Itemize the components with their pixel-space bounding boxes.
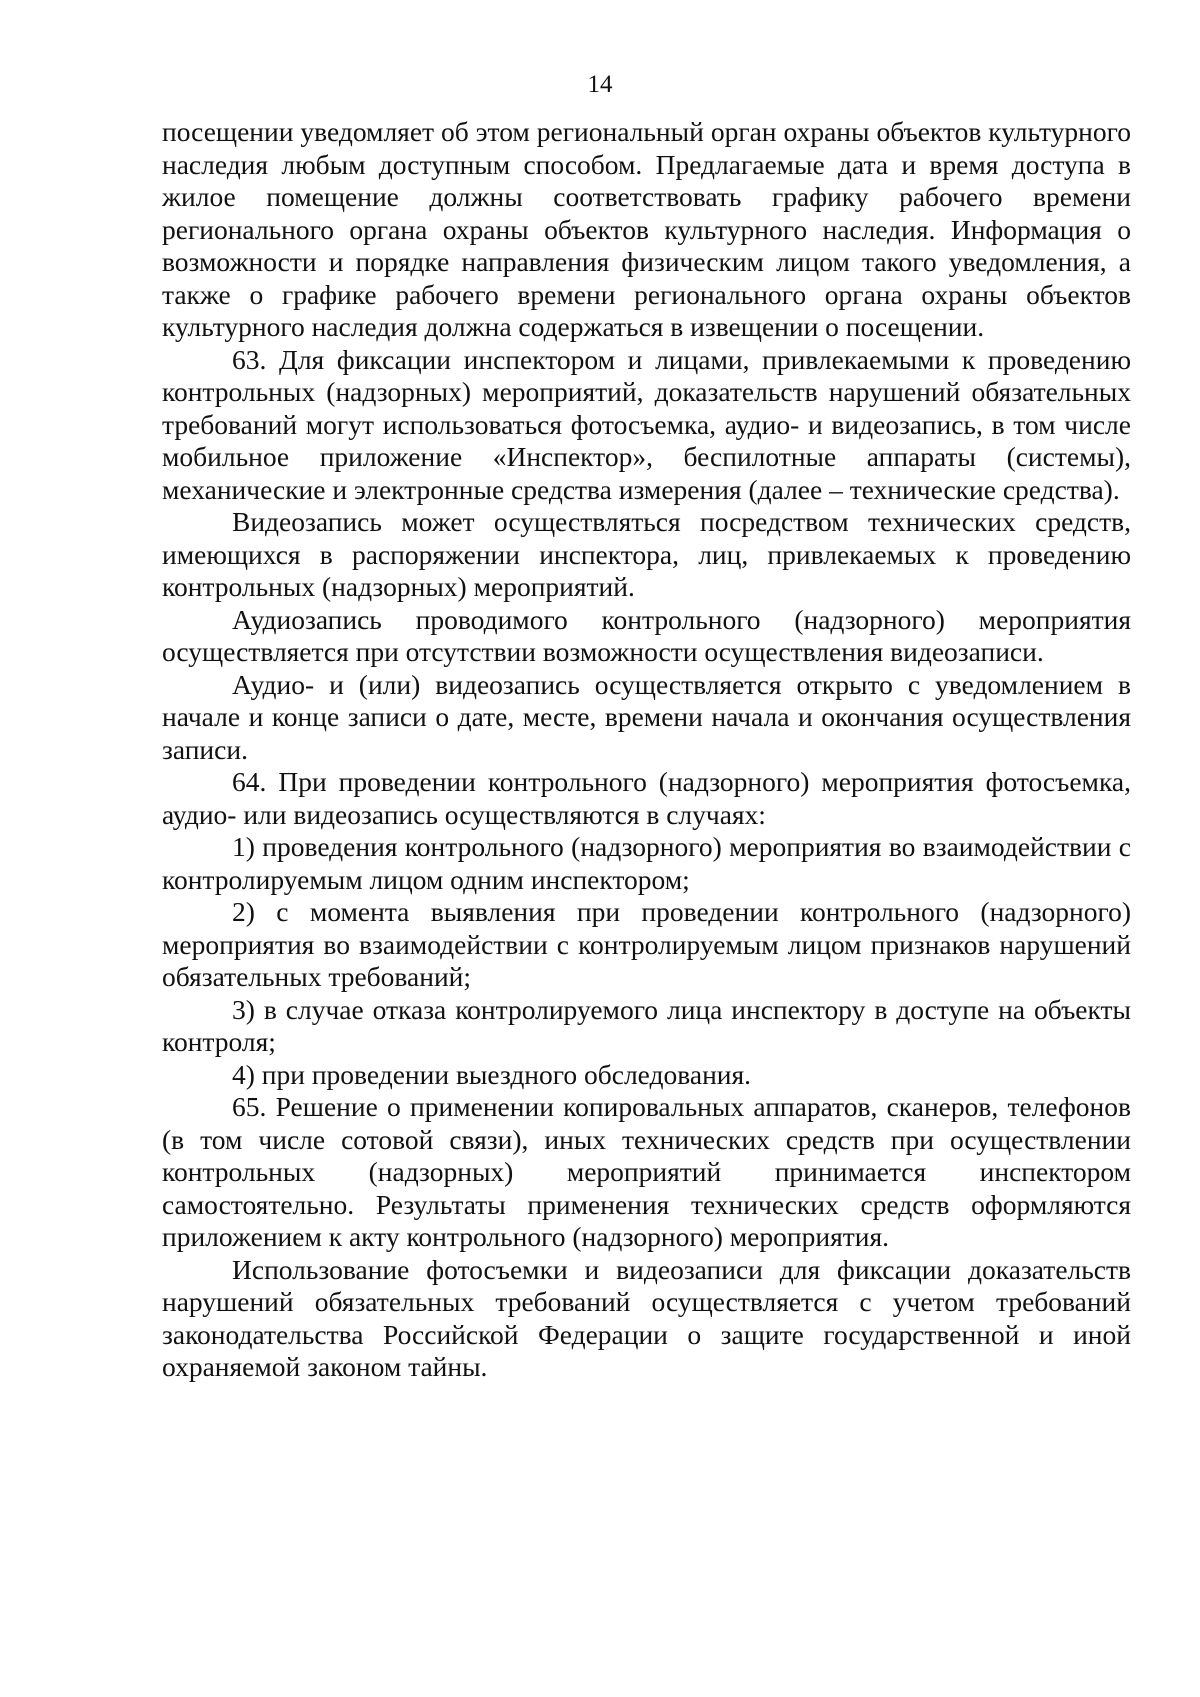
- paragraph-video-recording: Видеозапись может осуществляться посредством технических средств, имеющихся в распоряжении инспектора, лиц, привлекаемых к проведению контрольных (надзорных) мероприятий.: [162, 506, 1131, 602]
- document-body: [162, 116, 1131, 1384]
- list-item-1: 1) проведения контрольного (надзорного) мероприятия во взаимодействии с контролируемым лицом одним инспектором;: [162, 831, 1131, 895]
- list-item-2: 2) с момента выявления при проведении контрольного (надзорного) мероприятия во взаимодействии с контролируемым лицом признаков нарушений обязательных требований;: [162, 896, 1131, 992]
- paragraph-item-63: 63. Для фиксации инспектором и лицами, привлекаемыми к проведению контрольных (надзорных) мероприятий, доказательств нарушений обязательных требований могут использоваться фотосъемка, аудио- и видеозапись, в том числе мобильное приложение «Инспектор», беспилотные аппараты (системы), механические и электронные средства измерения (далее – технические средства).: [162, 343, 1131, 505]
- paragraph-recording-notice: Аудио- и (или) видеозапись осуществляется открыто с уведомлением в начале и конце записи о дате, месте, времени начала и окончания осуществления записи.: [162, 668, 1131, 765]
- list-item-3: 3) в случае отказа контролируемого лица инспектору в доступе на объекты контроля;: [162, 993, 1131, 1057]
- paragraph-item-64: 64. При проведении контрольного (надзорного) мероприятия фотосъемка, аудио- или видеозапись осуществляются в случаях:: [162, 766, 1131, 830]
- page-number: 14: [587, 71, 613, 98]
- paragraph-audio-recording: Аудиозапись проводимого контрольного (надзорного) мероприятия осуществляется при отсутствии возможности осуществления видеозаписи.: [162, 603, 1131, 667]
- paragraph-continuation: посещении уведомляет об этом региональный орган охраны объектов культурного наследия любым доступным способом. Предлагаемые дата и время доступа в жилое помещение должны соответствовать графику рабочего времени регионального органа охраны объектов культурного наследия. Информация о возможности и порядке направления физическим лицом такого уведомления, а также о графике рабочего времени регионального органа охраны объектов культурного наследия должна содержаться в извещении о посещении.: [162, 116, 1131, 342]
- list-item-4: 4) при проведении выездного обследования.: [232, 1058, 752, 1090]
- paragraph-photo-video-usage: Использование фотосъемки и видеозаписи для фиксации доказательств нарушений обязательных требований осуществляется с учетом требований законодательства Российской Федерации о защите государственной и иной охраняемой законом тайны.: [162, 1253, 1131, 1382]
- paragraph-item-65: 65. Решение о применении копировальных аппаратов, сканеров, телефонов (в том числе сотовой связи), иных технических средств при осуществлении контрольных (надзорных) мероприятий принимается инспектором самостоятельно. Результаты применения технических средств оформляются приложением к акту контрольного (надзорного) мероприятия.: [162, 1091, 1131, 1252]
